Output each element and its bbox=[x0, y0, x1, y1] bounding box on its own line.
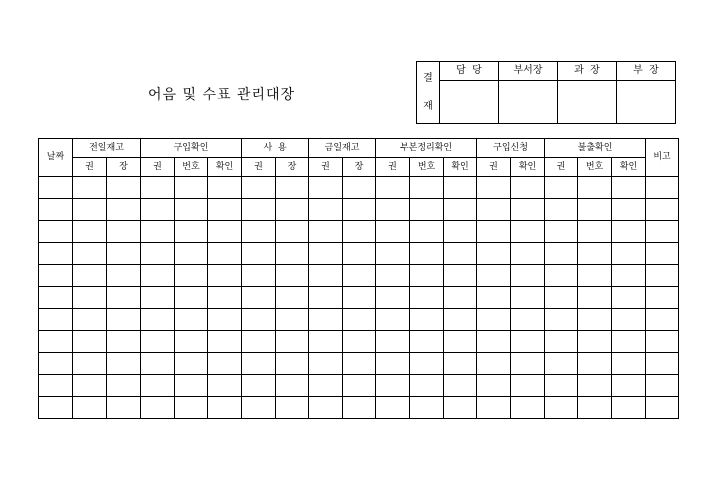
sub-header: 번호 bbox=[578, 158, 612, 177]
entry-cell[interactable] bbox=[343, 331, 376, 353]
approval-header-manager: 담 당 bbox=[440, 62, 499, 81]
entry-cell[interactable] bbox=[376, 243, 410, 265]
approval-sign-cell[interactable] bbox=[558, 81, 617, 124]
entry-cell[interactable] bbox=[141, 397, 175, 419]
entry-cell[interactable] bbox=[73, 375, 107, 397]
entry-cell[interactable] bbox=[444, 177, 477, 199]
entry-cell[interactable] bbox=[175, 177, 208, 199]
entry-cell[interactable] bbox=[276, 331, 309, 353]
entry-cell[interactable] bbox=[511, 221, 545, 243]
entry-cell[interactable] bbox=[444, 375, 477, 397]
entry-cell[interactable] bbox=[175, 287, 208, 309]
entry-cell[interactable] bbox=[309, 243, 343, 265]
entry-cell[interactable] bbox=[646, 287, 679, 309]
entry-cell[interactable] bbox=[646, 375, 679, 397]
entry-cell[interactable] bbox=[242, 375, 276, 397]
entry-cell[interactable] bbox=[545, 309, 578, 331]
entry-cell[interactable] bbox=[175, 199, 208, 221]
entry-cell[interactable] bbox=[276, 353, 309, 375]
entry-cell[interactable] bbox=[511, 177, 545, 199]
entry-cell[interactable] bbox=[477, 397, 511, 419]
entry-cell[interactable] bbox=[73, 287, 107, 309]
group-header: 전일재고 bbox=[73, 139, 141, 158]
entry-cell[interactable] bbox=[410, 397, 444, 419]
date-header: 날짜 bbox=[39, 139, 73, 177]
approval-sign-cell[interactable] bbox=[440, 81, 499, 124]
entry-cell[interactable] bbox=[309, 331, 343, 353]
entry-cell[interactable] bbox=[444, 199, 477, 221]
entry-cell[interactable] bbox=[511, 309, 545, 331]
entry-cell[interactable] bbox=[545, 287, 578, 309]
entry-cell[interactable] bbox=[276, 265, 309, 287]
entry-cell[interactable] bbox=[141, 177, 175, 199]
entry-cell[interactable] bbox=[376, 287, 410, 309]
approval-header-section-chief: 과 장 bbox=[558, 62, 617, 81]
entry-cell[interactable] bbox=[141, 375, 175, 397]
entry-cell[interactable] bbox=[343, 375, 376, 397]
entry-cell[interactable] bbox=[242, 177, 276, 199]
sub-header: 권 bbox=[477, 158, 511, 177]
entry-cell[interactable] bbox=[376, 397, 410, 419]
entry-cell[interactable] bbox=[242, 397, 276, 419]
entry-cell[interactable] bbox=[39, 265, 73, 287]
entry-cell[interactable] bbox=[39, 177, 73, 199]
entry-cell[interactable] bbox=[477, 177, 511, 199]
entry-cell[interactable] bbox=[444, 243, 477, 265]
entry-cell[interactable] bbox=[477, 199, 511, 221]
entry-cell[interactable] bbox=[477, 331, 511, 353]
entry-cell[interactable] bbox=[376, 177, 410, 199]
entry-cell[interactable] bbox=[39, 353, 73, 375]
entry-cell[interactable] bbox=[477, 243, 511, 265]
entry-cell[interactable] bbox=[309, 375, 343, 397]
entry-cell[interactable] bbox=[444, 287, 477, 309]
sub-header: 권 bbox=[141, 158, 175, 177]
group-header: 불출확인 bbox=[545, 139, 646, 158]
sub-header: 확인 bbox=[612, 158, 646, 177]
entry-cell[interactable] bbox=[578, 397, 612, 419]
entry-cell[interactable] bbox=[73, 309, 107, 331]
entry-cell[interactable] bbox=[545, 375, 578, 397]
entry-cell[interactable] bbox=[343, 221, 376, 243]
entry-cell[interactable] bbox=[141, 353, 175, 375]
entry-cell[interactable] bbox=[376, 221, 410, 243]
entry-cell[interactable] bbox=[175, 221, 208, 243]
entry-cell[interactable] bbox=[242, 243, 276, 265]
approval-side-top: 결 bbox=[423, 72, 433, 84]
entry-cell[interactable] bbox=[73, 331, 107, 353]
entry-cell[interactable] bbox=[545, 199, 578, 221]
entry-cell[interactable] bbox=[39, 375, 73, 397]
entry-cell[interactable] bbox=[511, 199, 545, 221]
sub-header: 권 bbox=[309, 158, 343, 177]
entry-cell[interactable] bbox=[410, 331, 444, 353]
entry-cell[interactable] bbox=[141, 287, 175, 309]
group-header: 금일재고 bbox=[309, 139, 376, 158]
entry-cell[interactable] bbox=[39, 397, 73, 419]
entry-cell[interactable] bbox=[73, 265, 107, 287]
entry-cell[interactable] bbox=[242, 331, 276, 353]
entry-cell[interactable] bbox=[39, 287, 73, 309]
entry-cell[interactable] bbox=[309, 309, 343, 331]
entry-cell[interactable] bbox=[175, 331, 208, 353]
entry-cell[interactable] bbox=[242, 265, 276, 287]
entry-cell[interactable] bbox=[107, 221, 141, 243]
table-row bbox=[39, 243, 679, 265]
group-header: 사 용 bbox=[242, 139, 309, 158]
group-header: 부본정리확인 bbox=[376, 139, 477, 158]
entry-cell[interactable] bbox=[511, 375, 545, 397]
entry-cell[interactable] bbox=[646, 221, 679, 243]
group-header: 구입신청 bbox=[477, 139, 545, 158]
entry-cell[interactable] bbox=[208, 177, 242, 199]
entry-cell[interactable] bbox=[39, 199, 73, 221]
entry-cell[interactable] bbox=[276, 177, 309, 199]
approval-header-director: 부 장 bbox=[617, 62, 676, 81]
entry-cell[interactable] bbox=[578, 221, 612, 243]
sub-header: 확인 bbox=[208, 158, 242, 177]
entry-cell[interactable] bbox=[376, 309, 410, 331]
entry-cell[interactable] bbox=[545, 331, 578, 353]
entry-cell[interactable] bbox=[612, 309, 646, 331]
entry-cell[interactable] bbox=[646, 397, 679, 419]
entry-cell[interactable] bbox=[646, 353, 679, 375]
entry-cell[interactable] bbox=[612, 177, 646, 199]
table-row bbox=[39, 353, 679, 375]
entry-cell[interactable] bbox=[646, 309, 679, 331]
approval-side-bottom: 재 bbox=[423, 100, 433, 112]
entry-cell[interactable] bbox=[276, 397, 309, 419]
ledger-table bbox=[38, 138, 679, 419]
entry-cell[interactable] bbox=[39, 331, 73, 353]
entry-cell[interactable] bbox=[410, 243, 444, 265]
entry-cell[interactable] bbox=[477, 375, 511, 397]
entry-cell[interactable] bbox=[309, 177, 343, 199]
entry-cell[interactable] bbox=[309, 199, 343, 221]
entry-cell[interactable] bbox=[208, 287, 242, 309]
sub-header: 장 bbox=[276, 158, 309, 177]
entry-cell[interactable] bbox=[410, 287, 444, 309]
entry-cell[interactable] bbox=[309, 397, 343, 419]
entry-cell[interactable] bbox=[444, 331, 477, 353]
approval-box bbox=[416, 61, 676, 124]
entry-cell[interactable] bbox=[612, 375, 646, 397]
sub-header: 권 bbox=[73, 158, 107, 177]
entry-cell[interactable] bbox=[578, 243, 612, 265]
entry-cell[interactable] bbox=[612, 397, 646, 419]
entry-cell[interactable] bbox=[141, 265, 175, 287]
approval-sign-cell[interactable] bbox=[499, 81, 558, 124]
entry-cell[interactable] bbox=[477, 353, 511, 375]
entry-cell[interactable] bbox=[410, 309, 444, 331]
table-row bbox=[39, 397, 679, 419]
entry-cell[interactable] bbox=[73, 177, 107, 199]
entry-cell[interactable] bbox=[578, 331, 612, 353]
sub-header: 확인 bbox=[444, 158, 477, 177]
entry-cell[interactable] bbox=[612, 199, 646, 221]
entry-cell[interactable] bbox=[208, 265, 242, 287]
entry-cell[interactable] bbox=[612, 331, 646, 353]
entry-cell[interactable] bbox=[141, 243, 175, 265]
entry-cell[interactable] bbox=[545, 243, 578, 265]
entry-cell[interactable] bbox=[410, 199, 444, 221]
sub-header: 권 bbox=[376, 158, 410, 177]
group-header: 구입확인 bbox=[141, 139, 242, 158]
entry-cell[interactable] bbox=[376, 331, 410, 353]
entry-cell[interactable] bbox=[276, 375, 309, 397]
entry-cell[interactable] bbox=[309, 265, 343, 287]
entry-cell[interactable] bbox=[208, 221, 242, 243]
entry-cell[interactable] bbox=[39, 243, 73, 265]
entry-cell[interactable] bbox=[646, 177, 679, 199]
table-row bbox=[39, 199, 679, 221]
entry-cell[interactable] bbox=[242, 221, 276, 243]
entry-cell[interactable] bbox=[343, 243, 376, 265]
entry-cell[interactable] bbox=[107, 331, 141, 353]
entry-cell[interactable] bbox=[511, 243, 545, 265]
entry-cell[interactable] bbox=[646, 331, 679, 353]
entry-cell[interactable] bbox=[376, 265, 410, 287]
table-row bbox=[39, 331, 679, 353]
entry-cell[interactable] bbox=[141, 221, 175, 243]
entry-cell[interactable] bbox=[175, 353, 208, 375]
entry-cell[interactable] bbox=[107, 353, 141, 375]
entry-cell[interactable] bbox=[343, 177, 376, 199]
approval-sign-cell[interactable] bbox=[617, 81, 676, 124]
entry-cell[interactable] bbox=[309, 353, 343, 375]
entry-cell[interactable] bbox=[107, 397, 141, 419]
entry-cell[interactable] bbox=[175, 309, 208, 331]
entry-cell[interactable] bbox=[276, 243, 309, 265]
entry-cell[interactable] bbox=[343, 199, 376, 221]
entry-cell[interactable] bbox=[578, 309, 612, 331]
entry-cell[interactable] bbox=[545, 221, 578, 243]
entry-cell[interactable] bbox=[208, 199, 242, 221]
entry-cell[interactable] bbox=[208, 353, 242, 375]
entry-cell[interactable] bbox=[545, 397, 578, 419]
entry-cell[interactable] bbox=[646, 243, 679, 265]
entry-cell[interactable] bbox=[208, 375, 242, 397]
entry-cell[interactable] bbox=[612, 353, 646, 375]
sub-header: 확인 bbox=[511, 158, 545, 177]
entry-cell[interactable] bbox=[477, 265, 511, 287]
entry-cell[interactable] bbox=[73, 243, 107, 265]
entry-cell[interactable] bbox=[39, 309, 73, 331]
entry-cell[interactable] bbox=[242, 353, 276, 375]
entry-cell[interactable] bbox=[646, 265, 679, 287]
entry-cell[interactable] bbox=[410, 177, 444, 199]
entry-cell[interactable] bbox=[276, 287, 309, 309]
entry-cell[interactable] bbox=[612, 243, 646, 265]
table-row bbox=[39, 287, 679, 309]
entry-cell[interactable] bbox=[39, 221, 73, 243]
entry-cell[interactable] bbox=[343, 287, 376, 309]
remarks-header: 비고 bbox=[646, 139, 679, 177]
entry-cell[interactable] bbox=[578, 353, 612, 375]
entry-cell[interactable] bbox=[73, 353, 107, 375]
entry-cell[interactable] bbox=[107, 375, 141, 397]
entry-cell[interactable] bbox=[309, 221, 343, 243]
entry-cell[interactable] bbox=[73, 199, 107, 221]
table-row bbox=[39, 221, 679, 243]
entry-cell[interactable] bbox=[444, 353, 477, 375]
entry-cell[interactable] bbox=[276, 309, 309, 331]
table-row bbox=[39, 265, 679, 287]
approval-side-label bbox=[417, 62, 440, 124]
entry-cell[interactable] bbox=[208, 397, 242, 419]
entry-cell[interactable] bbox=[612, 265, 646, 287]
table-row bbox=[39, 309, 679, 331]
entry-cell[interactable] bbox=[343, 353, 376, 375]
entry-cell[interactable] bbox=[376, 353, 410, 375]
entry-cell[interactable] bbox=[175, 265, 208, 287]
entry-cell[interactable] bbox=[175, 397, 208, 419]
entry-cell[interactable] bbox=[545, 353, 578, 375]
entry-cell[interactable] bbox=[545, 177, 578, 199]
entry-cell[interactable] bbox=[107, 243, 141, 265]
entry-cell[interactable] bbox=[107, 265, 141, 287]
entry-cell[interactable] bbox=[107, 309, 141, 331]
entry-cell[interactable] bbox=[578, 199, 612, 221]
entry-cell[interactable] bbox=[175, 243, 208, 265]
entry-cell[interactable] bbox=[444, 265, 477, 287]
entry-cell[interactable] bbox=[107, 199, 141, 221]
entry-cell[interactable] bbox=[578, 375, 612, 397]
entry-cell[interactable] bbox=[545, 265, 578, 287]
entry-cell[interactable] bbox=[107, 287, 141, 309]
entry-cell[interactable] bbox=[242, 199, 276, 221]
entry-cell[interactable] bbox=[73, 397, 107, 419]
entry-cell[interactable] bbox=[276, 221, 309, 243]
entry-cell[interactable] bbox=[612, 287, 646, 309]
approval-header-dept-head: 부서장 bbox=[499, 62, 558, 81]
entry-cell[interactable] bbox=[175, 375, 208, 397]
entry-cell[interactable] bbox=[242, 309, 276, 331]
sub-header: 권 bbox=[545, 158, 578, 177]
table-row bbox=[39, 375, 679, 397]
entry-cell[interactable] bbox=[410, 353, 444, 375]
entry-cell[interactable] bbox=[477, 221, 511, 243]
entry-cell[interactable] bbox=[276, 199, 309, 221]
entry-cell[interactable] bbox=[578, 265, 612, 287]
entry-cell[interactable] bbox=[376, 375, 410, 397]
entry-cell[interactable] bbox=[578, 177, 612, 199]
entry-cell[interactable] bbox=[141, 199, 175, 221]
entry-cell[interactable] bbox=[376, 199, 410, 221]
sub-header: 권 bbox=[242, 158, 276, 177]
entry-cell[interactable] bbox=[107, 177, 141, 199]
entry-cell[interactable] bbox=[511, 397, 545, 419]
entry-cell[interactable] bbox=[410, 221, 444, 243]
page-title: 어음 및 수표 관리대장 bbox=[148, 87, 296, 103]
entry-cell[interactable] bbox=[242, 287, 276, 309]
entry-cell[interactable] bbox=[477, 309, 511, 331]
entry-cell[interactable] bbox=[343, 309, 376, 331]
entry-cell[interactable] bbox=[343, 265, 376, 287]
sub-header: 번호 bbox=[175, 158, 208, 177]
entry-cell[interactable] bbox=[141, 309, 175, 331]
entry-cell[interactable] bbox=[208, 243, 242, 265]
entry-cell[interactable] bbox=[343, 397, 376, 419]
entry-cell[interactable] bbox=[612, 221, 646, 243]
table-row bbox=[39, 177, 679, 199]
entry-cell[interactable] bbox=[73, 221, 107, 243]
entry-cell[interactable] bbox=[511, 287, 545, 309]
entry-cell[interactable] bbox=[444, 221, 477, 243]
entry-cell[interactable] bbox=[477, 287, 511, 309]
entry-cell[interactable] bbox=[309, 287, 343, 309]
entry-cell[interactable] bbox=[410, 265, 444, 287]
entry-cell[interactable] bbox=[444, 397, 477, 419]
sub-header: 장 bbox=[107, 158, 141, 177]
sub-header: 번호 bbox=[410, 158, 444, 177]
entry-cell[interactable] bbox=[410, 375, 444, 397]
entry-cell[interactable] bbox=[208, 309, 242, 331]
sub-header: 장 bbox=[343, 158, 376, 177]
entry-cell[interactable] bbox=[208, 331, 242, 353]
entry-cell[interactable] bbox=[511, 353, 545, 375]
entry-cell[interactable] bbox=[444, 309, 477, 331]
entry-cell[interactable] bbox=[511, 265, 545, 287]
entry-cell[interactable] bbox=[646, 199, 679, 221]
entry-cell[interactable] bbox=[578, 287, 612, 309]
entry-cell[interactable] bbox=[511, 331, 545, 353]
entry-cell[interactable] bbox=[141, 331, 175, 353]
